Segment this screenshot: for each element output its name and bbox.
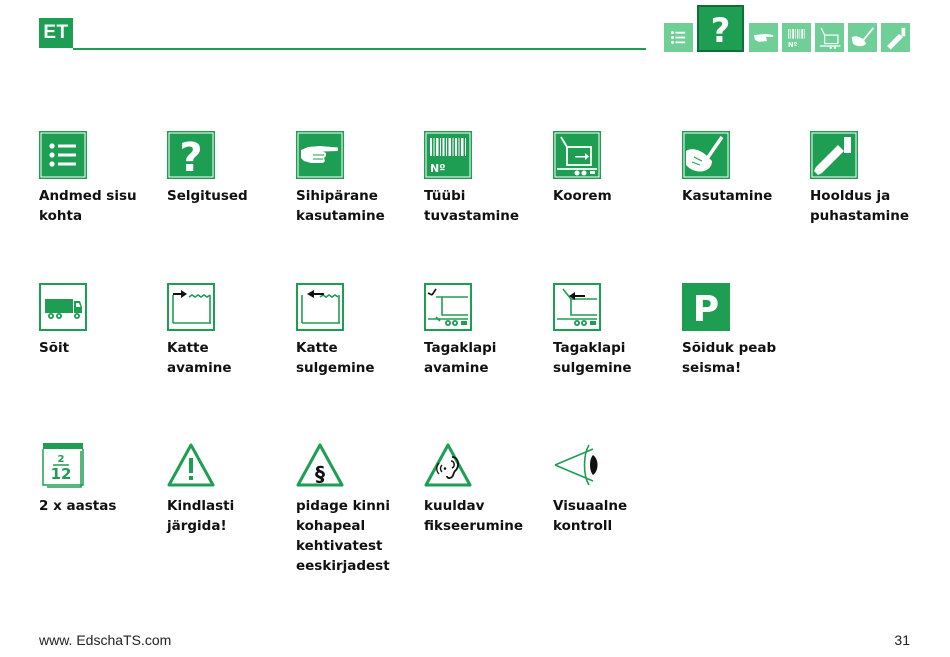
nav-load-icon[interactable] [815,23,844,52]
page-number: 31 [894,632,910,648]
legend-label: pidage kinni kohapeal kehtivatest eeskirjadest [296,498,391,574]
legend-label: Selgitused [167,188,248,204]
parking-letter: P [692,289,720,330]
eye-icon [553,441,601,489]
list-icon [39,131,87,179]
legend-label: Sõiduk peab seisma! [682,340,777,376]
calendar-icon [39,441,87,489]
legend-label: Katte avamine [167,340,232,376]
legend-label: Koorem [553,188,612,204]
header-rule [73,48,646,50]
warning-icon [167,441,215,489]
calendar-bottom-number: 12 [50,465,72,483]
nav-maintenance-icon[interactable] [881,23,910,52]
barcode-number-mark: Nº [430,162,446,175]
legend-label: kuuldav fikseerumine [424,498,524,534]
nav-hand-pen-icon[interactable] [848,23,877,52]
nav-list-icon[interactable] [664,23,693,52]
maintenance-icon [810,131,858,179]
ear-icon [424,441,472,489]
svg-text:Nº: Nº [788,41,798,50]
legend-label: Katte sulgemine [296,340,375,376]
legend-label: 2 x aastas [39,498,117,514]
legend-label: Tagaklapi sulgemine [553,340,632,376]
truck-icon [39,283,87,331]
pointing-hand-icon [296,131,344,179]
legend-label: Sihipärane kasutamine [296,188,385,224]
question-icon [167,131,215,179]
language-badge: ET [39,18,73,48]
legend-label: Visuaalne kontroll [553,498,628,534]
legend-label: Sõit [39,340,70,356]
legend-label: Andmed sisu kohta [39,188,137,224]
svg-text:?: ? [710,10,731,50]
footer-url[interactable]: www. EdschaTS.com [39,632,172,648]
tailgate-open-icon [424,283,472,331]
svg-text:§: § [315,462,325,486]
svg-text:?: ? [179,135,203,179]
legend-label: Kindlasti järgida! [167,498,235,534]
nav-pointing-hand-icon[interactable] [749,23,778,52]
hand-pen-icon [682,131,730,179]
nav-question-icon[interactable] [697,5,744,52]
nav-barcode-icon[interactable] [782,23,811,52]
calendar-top-number: 2 [57,454,65,465]
cover-close-icon [296,283,344,331]
load-icon [553,131,601,179]
paragraph-warning-icon [296,441,344,489]
legend-label: Tüübi tuvastamine [424,188,520,224]
legend-label: Kasutamine [682,188,773,204]
barcode-icon [424,131,472,179]
parking-icon [682,283,730,331]
legend-label: Hooldus ja puhastamine [810,188,910,224]
tailgate-close-icon [553,283,601,331]
cover-open-icon [167,283,215,331]
legend-label: Tagaklapi avamine [424,340,497,376]
